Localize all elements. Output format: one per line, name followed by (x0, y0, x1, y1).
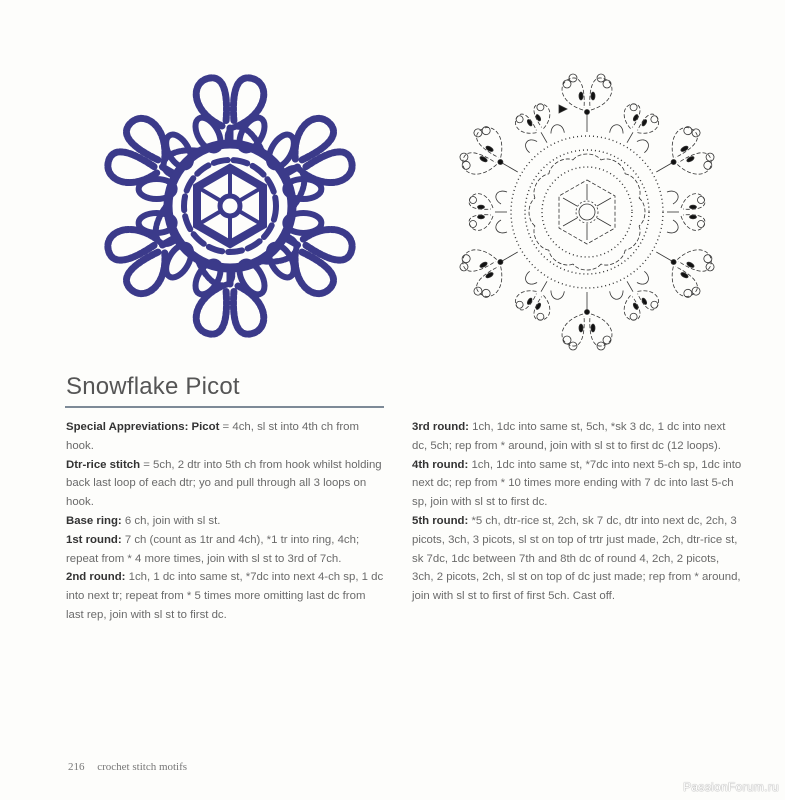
instruction-paragraph: Dtr-rice stitch = 5ch, 2 dtr into 5th ch from hook whilst holding back last loop of each dtr; yo and pull through all 3 loops on hook. (66, 458, 382, 509)
crochet-chart-diagram (442, 72, 732, 352)
title-divider (65, 406, 384, 408)
instruction-paragraph: 3rd round: 1ch, 1dc into same st, 5ch, *sk 3 dc, 1 dc into next dc, 5ch; rep from * around, join with sl st to first dc (12 loops). (412, 421, 726, 452)
watermark: PassionForum.ru (683, 780, 779, 794)
page-number: 216 (68, 761, 85, 773)
snowflake-photo (98, 72, 362, 340)
instructions-left-column (66, 418, 386, 625)
instruction-paragraph: 2nd round: 1ch, 1 dc into same st, *7dc into next 4-ch sp, 1 dc into next tr; repeat from * 5 times more omitting last dc from last rep, join with sl st to first dc. (66, 571, 384, 621)
snowflake-photo-graphic (98, 72, 362, 340)
page-footer (68, 761, 187, 773)
instruction-paragraph: 5th round: *5 ch, dtr-rice st, 2ch, sk 7 dc, dtr into next dc, 2ch, 3 picots, 3ch, 3 picots, sl st on top of trtr just made, 2ch, dtr-rice st, sk 7dc, 1dc between 7th and 8th dc of round 4, 2ch, 2 picots, 3ch, 2 picots, 2ch, sl st on top of dc just made; rep from * around, join with sl st to first of first 5ch. Cast off. (412, 514, 741, 603)
start-marker-icon (559, 105, 567, 113)
instruction-paragraph: 4th round: 1ch, 1dc into same st, *7dc into next 5-ch sp, 1dc into next dc; rep from * 10 times more ending with 7 dc into last 5-ch sp, join with sl st to first dc. (412, 458, 742, 509)
pattern-title: Snowflake Picot (66, 373, 240, 400)
instruction-paragraph: Special Appreviations: Picot = 4ch, sl st into 4th ch from hook. (66, 421, 359, 452)
instruction-paragraph: Base ring: 6 ch, join with sl st. (66, 514, 221, 527)
section-name: crochet stitch motifs (97, 761, 188, 773)
crochet-chart-graphic (442, 72, 732, 352)
instruction-paragraph: 1st round: 7 ch (count as 1tr and 4ch), *1 tr into ring, 4ch; repeat from * 4 more times, join with sl st to 3rd of 7ch. (66, 533, 360, 565)
instructions-right-column (412, 418, 742, 606)
